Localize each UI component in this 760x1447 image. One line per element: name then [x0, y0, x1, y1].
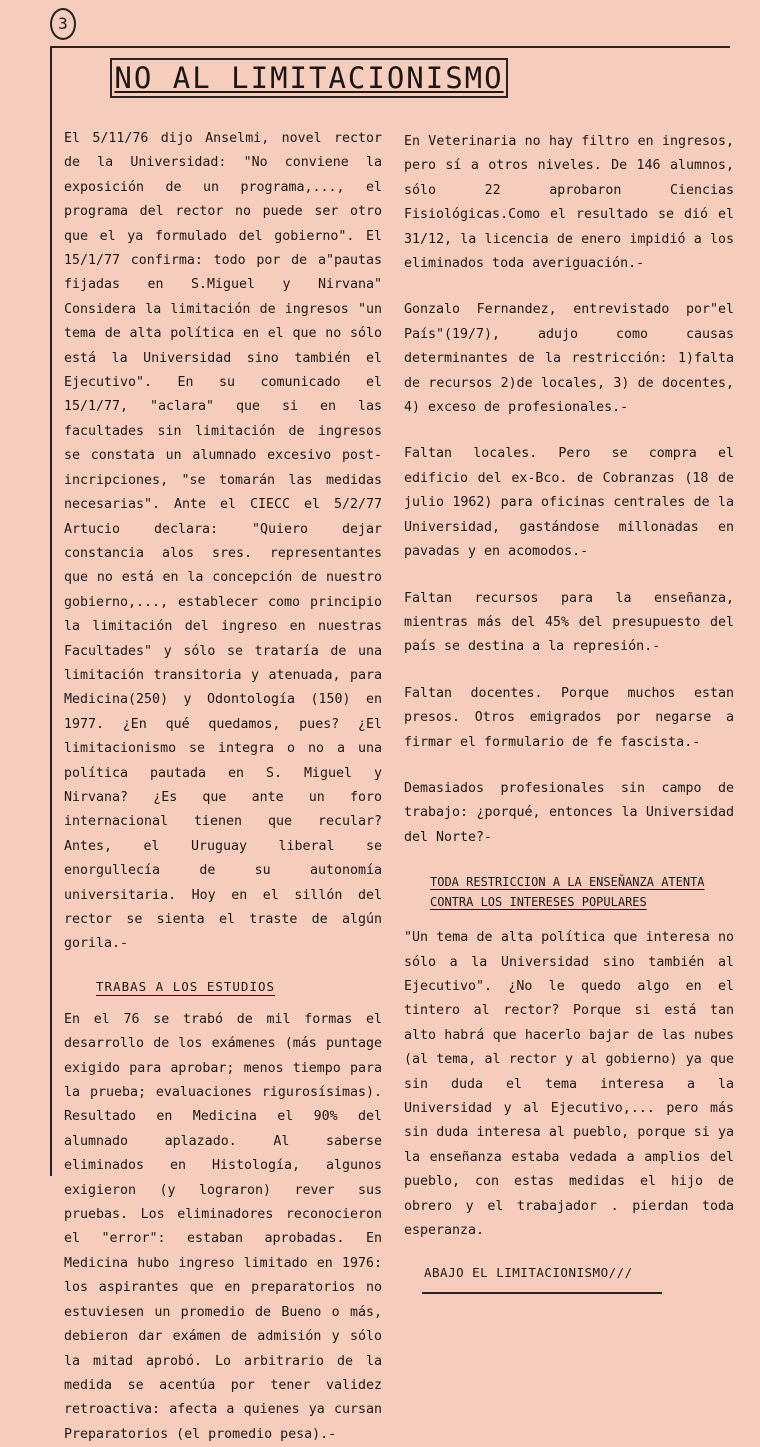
faltan-recursos-paragraph: Faltan recursos para la enseñanza, mientras más del 45% del presupuesto del país se destina a la represión.- — [404, 590, 734, 655]
article-title: NO AL LIMITACIONISMO — [110, 58, 508, 98]
heading-line-1: TODA RESTRICCION A LA ENSEÑANZA ATENTA — [430, 875, 705, 890]
section-heading-restriccion — [430, 872, 734, 912]
frame-left-rule — [50, 46, 52, 1176]
demasiados-paragraph: Demasiados profesionales sin campo de trabajo: ¿porqué, entonces la Universidad del Norte?- — [404, 780, 734, 845]
final-paragraph: "Un tema de alta política que interesa no sólo a la Universidad sino también al Ejecutivo". ¿No le quedo algo en el tintero al rector? Porque si está tan alto habrá que hacerlo bajar de las nubes (al tema, al rector y al gobierno) ya que sin duda el tema interesa a la Universidad y al Ejecutivo,... pero más sin duda interesa al pueblo, porque si ya la enseñanza estaba vedada a amplios del pueblo, con estas medidas el hijo de obrero y el trabajador . pierdan toda esperanza. — [404, 930, 734, 1239]
closing-rule — [422, 1292, 662, 1294]
trabas-paragraph: En el 76 se trabó de mil formas el desarrollo de los exámenes (más puntage exigido para aprobar; menos tiempo para la prueba; evaluaciones rigurosísimas). Resultado en Medicina el 90% del alumnado aplazado. Al saberse eliminados en Histología, algunos exigieron (y lograron) rever sus pruebas. Los eliminadores reconocieron el "error": estaban aprobadas. En Medicina hubo ingreso limitado en 1976: los aspirantes que en preparatorios no estuviesen un promedio de Bueno o más, debieron dar exámen de admisión y sólo la mitad aprobó. Lo arbitrario de la medida se acentúa por tener validez retroactiva: afecta a quienes ya cursan Preparatorios (el promedio pesa).- — [64, 1011, 382, 1442]
heading-line-2: CONTRA LOS INTERESES POPULARES — [430, 895, 647, 910]
closing-slogan: ABAJO EL LIMITACIONISMO/// — [424, 1265, 633, 1281]
section-heading-trabas: TRABAS A LOS ESTUDIOS — [96, 978, 276, 994]
gonzalo-paragraph: Gonzalo Fernandez, entrevistado por"el País"(19/7), adujo como causas determinantes de la restricción: 1)falta de recursos 2)de locales, 3) de docentes, 4) exceso de profesionales.- — [404, 302, 734, 416]
right-column — [404, 130, 734, 1294]
frame-top-rule — [50, 46, 730, 48]
veterinaria-paragraph: En Veterinaria no hay filtro en ingresos, pero sí a otros niveles. De 146 alumnos, sólo 22 aprobaron Ciencias Fisiológicas.Como el resultado se dió el 31/12, la licencia de enero impidió a los eliminados toda averiguación.- — [404, 134, 734, 272]
faltan-docentes-paragraph: Faltan docentes. Porque muchos estan presos. Otros emigrados por negarse a firmar el formulario de fe fascista.- — [404, 685, 734, 750]
faltan-locales-paragraph: Faltan locales. Pero se compra el edificio del ex-Bco. de Cobranzas (18 de julio 1962) para oficinas centrales de la Universidad, gastándose millonadas en pavadas y en acomodos.- — [404, 446, 734, 560]
page-number: 3 — [50, 8, 76, 40]
left-column — [64, 127, 382, 1447]
intro-paragraph: El 5/11/76 dijo Anselmi, novel rector de la Universidad: "No conviene la exposición de un programa,..., el programa del rector no puede ser otro que el ya formulado del gobierno". El 15/1/77 confirma: todo por de a"pautas fijadas en S.Miguel y Nirvana" Considera la limitación de ingresos "un tema de alta política en el que no sólo está la Universidad sino también el Ejecutivo". En su comunicado el 15/1/77, "aclara" que si en las facultades sin limitación de ingresos se constata un alumnado excesivo post-incripciones, "se tomarán las medidas necesarias". Ante el CIECC el 5/2/77 Artucio declara: "Quiero dejar constancia alos sres. representantes que no está en la concepción de nuestro gobierno,..., establecer como principio la limitación del ingreso en nuestras Facultades" y sólo se trataría de una limitación transitoria y atenuada, para Medicina(250) y Odontología (150) en 1977. ¿En qué quedamos, pues? ¿El limitacionismo se integra o no a una política pautada en S. Miguel y Nirvana? ¿Es que ante un foro internacional tienen que recular? Antes, el Uruguay liberal se enorgullecía de su autonomía universitaria. Hoy en el sillón del rector se sienta el traste de algún gorila.- — [64, 131, 382, 952]
